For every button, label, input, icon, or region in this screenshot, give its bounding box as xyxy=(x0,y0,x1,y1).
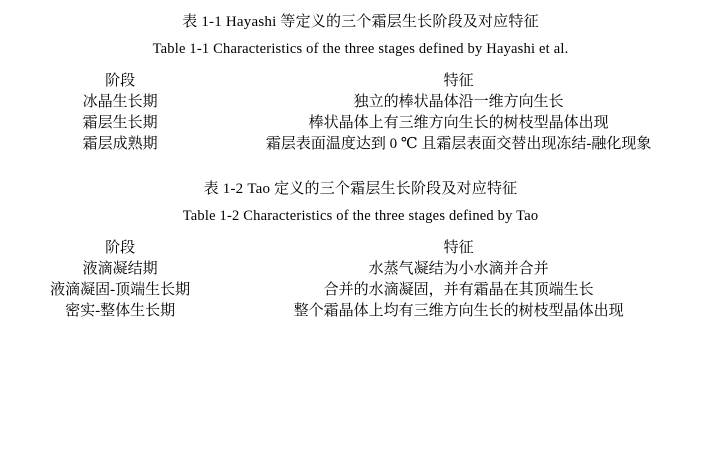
cell-feature: 棒状晶体上有三维方向生长的树枝型晶体出现 xyxy=(308,114,609,131)
table-caption-cn-1: 表 1-1 Hayashi 等定义的三个霜层生长阶段及对应特征 xyxy=(182,14,539,30)
cell-feature: 合并的水滴凝固，并有霜晶在其顶端生长 xyxy=(323,281,594,298)
cell-stage: 液滴凝固-顶端生长期 xyxy=(50,281,191,298)
table-caption-en-2: Table 1-2 Characteristics of the three stages defined by Tao xyxy=(182,207,539,224)
table-block-1-1 xyxy=(22,12,699,153)
table-header-row xyxy=(22,236,699,257)
cell-stage: 液滴凝结期 xyxy=(82,260,158,277)
table-row xyxy=(22,257,699,278)
column-header-stage: 阶段 xyxy=(105,239,136,256)
cell-feature: 整个霜晶体上均有三维方向生长的树枝型晶体出现 xyxy=(293,302,624,319)
cell-feature: 霜层表面温度达到 0 ℃ 且霜层表面交替出现冻结-融化现象 xyxy=(265,135,652,152)
column-header-feature: 特征 xyxy=(443,239,474,256)
cell-stage: 霜层生长期 xyxy=(82,114,158,131)
table-row xyxy=(22,90,699,111)
table-row xyxy=(22,132,699,153)
column-header-feature: 特征 xyxy=(443,72,474,89)
table-1-1 xyxy=(22,69,699,153)
table-row xyxy=(22,278,699,299)
cell-stage: 冰晶生长期 xyxy=(82,93,158,110)
column-header-stage: 阶段 xyxy=(105,72,136,89)
cell-stage: 密实-整体生长期 xyxy=(65,302,176,319)
table-header-row xyxy=(22,69,699,90)
table-row xyxy=(22,111,699,132)
cell-stage: 霜层成熟期 xyxy=(82,135,158,152)
table-caption-cn-2: 表 1-2 Tao 定义的三个霜层生长阶段及对应特征 xyxy=(203,180,518,197)
cell-feature: 水蒸气凝结为小水滴并合并 xyxy=(368,260,549,277)
table-block-1-2 xyxy=(22,179,699,320)
table-row xyxy=(22,299,699,320)
table-caption-en-1: Table 1-1 Characteristics of the three stages defined by Hayashi et al. xyxy=(152,40,569,57)
document-page xyxy=(0,12,721,449)
cell-feature: 独立的棒状晶体沿一维方向生长 xyxy=(353,93,564,110)
block-spacer xyxy=(22,153,699,179)
table-1-2 xyxy=(22,236,699,320)
